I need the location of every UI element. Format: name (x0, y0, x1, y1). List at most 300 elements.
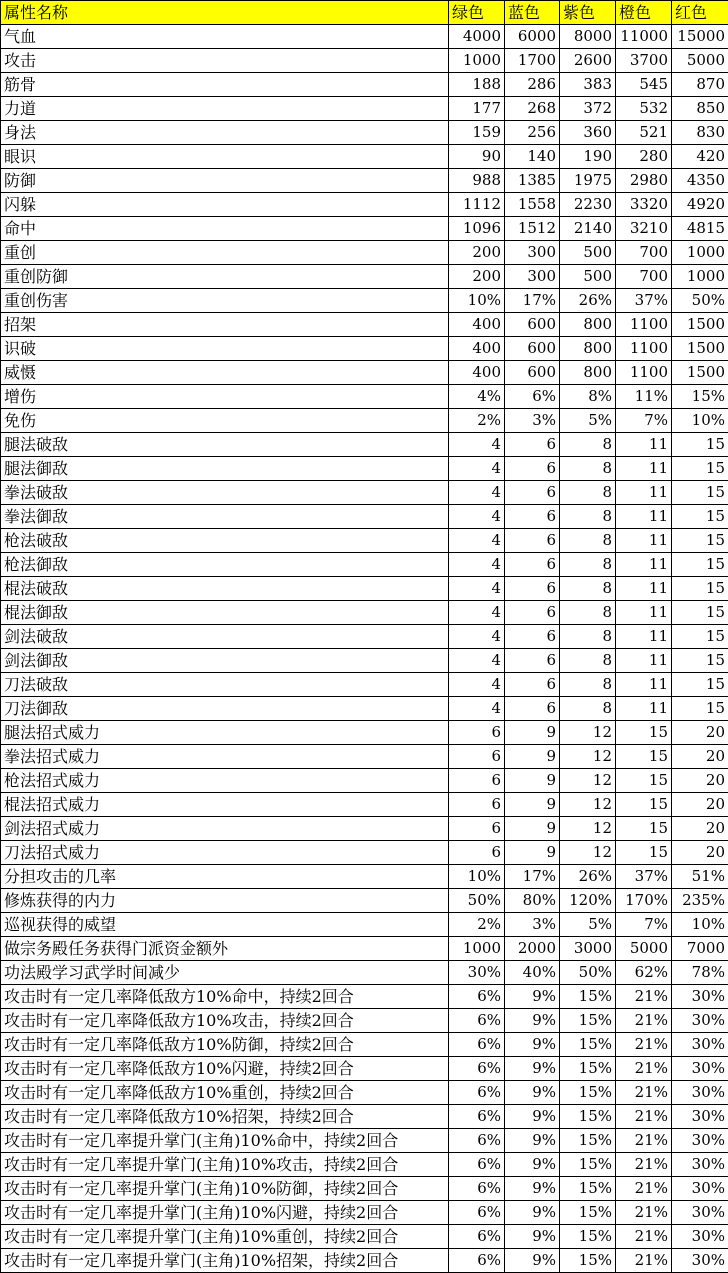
cell-attribute-name[interactable]: 攻击时有一定几率提升掌门(主角)10%防御，持续2回合 (1, 1177, 449, 1201)
cell-orange[interactable]: 11 (616, 433, 672, 457)
cell-attribute-name[interactable]: 重创防御 (1, 265, 449, 289)
cell-blue[interactable]: 3% (505, 409, 560, 433)
cell-green[interactable]: 4 (449, 649, 505, 673)
cell-purple[interactable]: 8 (560, 457, 616, 481)
cell-attribute-name[interactable]: 攻击时有一定几率降低敌方10%攻击，持续2回合 (1, 1009, 449, 1033)
cell-attribute-name[interactable]: 枪法招式威力 (1, 769, 449, 793)
cell-red[interactable]: 870 (672, 73, 728, 97)
cell-green[interactable]: 1112 (449, 193, 505, 217)
cell-purple[interactable]: 15% (560, 1201, 616, 1225)
cell-red[interactable]: 10% (672, 913, 728, 937)
cell-red[interactable]: 850 (672, 97, 728, 121)
cell-orange[interactable]: 3700 (616, 49, 672, 73)
cell-red[interactable]: 20 (672, 817, 728, 841)
cell-attribute-name[interactable]: 攻击时有一定几率降低敌方10%防御，持续2回合 (1, 1033, 449, 1057)
cell-attribute-name[interactable]: 识破 (1, 337, 449, 361)
cell-attribute-name[interactable]: 拳法破敌 (1, 481, 449, 505)
cell-purple[interactable]: 1975 (560, 169, 616, 193)
cell-blue[interactable]: 9% (505, 1225, 560, 1249)
cell-orange[interactable]: 1100 (616, 361, 672, 385)
cell-red[interactable]: 1000 (672, 241, 728, 265)
cell-blue[interactable]: 6 (505, 553, 560, 577)
cell-blue[interactable]: 80% (505, 889, 560, 913)
cell-green[interactable]: 6 (449, 841, 505, 865)
cell-purple[interactable]: 50% (560, 961, 616, 985)
cell-attribute-name[interactable]: 棍法破敌 (1, 577, 449, 601)
cell-attribute-name[interactable]: 腿法破敌 (1, 433, 449, 457)
cell-red[interactable]: 15% (672, 385, 728, 409)
cell-orange[interactable]: 11 (616, 553, 672, 577)
cell-orange[interactable]: 21% (616, 1033, 672, 1057)
cell-purple[interactable]: 12 (560, 721, 616, 745)
cell-green[interactable]: 4 (449, 625, 505, 649)
cell-green[interactable]: 50% (449, 889, 505, 913)
cell-orange[interactable]: 15 (616, 841, 672, 865)
cell-green[interactable]: 6% (449, 1201, 505, 1225)
cell-orange[interactable]: 11 (616, 649, 672, 673)
cell-blue[interactable]: 1385 (505, 169, 560, 193)
cell-orange[interactable]: 3320 (616, 193, 672, 217)
cell-red[interactable]: 20 (672, 721, 728, 745)
cell-orange[interactable]: 37% (616, 865, 672, 889)
cell-green[interactable]: 4 (449, 601, 505, 625)
cell-purple[interactable]: 500 (560, 265, 616, 289)
cell-green[interactable]: 4 (449, 577, 505, 601)
cell-red[interactable]: 10% (672, 409, 728, 433)
cell-purple[interactable]: 8 (560, 553, 616, 577)
cell-red[interactable]: 4350 (672, 169, 728, 193)
cell-blue[interactable]: 286 (505, 73, 560, 97)
cell-orange[interactable]: 21% (616, 1081, 672, 1105)
cell-attribute-name[interactable]: 剑法招式威力 (1, 817, 449, 841)
cell-blue[interactable]: 300 (505, 241, 560, 265)
cell-green[interactable]: 4 (449, 505, 505, 529)
cell-green[interactable]: 30% (449, 961, 505, 985)
cell-blue[interactable]: 9% (505, 1201, 560, 1225)
cell-red[interactable]: 1500 (672, 361, 728, 385)
cell-green[interactable]: 6% (449, 1249, 505, 1273)
cell-orange[interactable]: 11 (616, 457, 672, 481)
cell-attribute-name[interactable]: 攻击时有一定几率降低敌方10%招架，持续2回合 (1, 1105, 449, 1129)
cell-blue[interactable]: 6 (505, 481, 560, 505)
cell-red[interactable]: 30% (672, 1201, 728, 1225)
cell-orange[interactable]: 11 (616, 529, 672, 553)
cell-orange[interactable]: 532 (616, 97, 672, 121)
cell-purple[interactable]: 5% (560, 409, 616, 433)
cell-attribute-name[interactable]: 棍法御敌 (1, 601, 449, 625)
cell-blue[interactable]: 40% (505, 961, 560, 985)
cell-attribute-name[interactable]: 刀法招式威力 (1, 841, 449, 865)
cell-red[interactable]: 30% (672, 1081, 728, 1105)
cell-purple[interactable]: 190 (560, 145, 616, 169)
cell-orange[interactable]: 21% (616, 985, 672, 1009)
cell-red[interactable]: 4920 (672, 193, 728, 217)
cell-orange[interactable]: 15 (616, 769, 672, 793)
cell-purple[interactable]: 8 (560, 697, 616, 721)
cell-orange[interactable]: 21% (616, 1225, 672, 1249)
cell-green[interactable]: 4% (449, 385, 505, 409)
cell-attribute-name[interactable]: 增伤 (1, 385, 449, 409)
cell-attribute-name[interactable]: 拳法招式威力 (1, 745, 449, 769)
cell-blue[interactable]: 6 (505, 673, 560, 697)
cell-purple[interactable]: 15% (560, 985, 616, 1009)
cell-blue[interactable]: 6% (505, 385, 560, 409)
header-cell-purple[interactable]: 紫色 (560, 1, 616, 25)
cell-orange[interactable]: 1100 (616, 337, 672, 361)
cell-blue[interactable]: 9% (505, 1081, 560, 1105)
cell-blue[interactable]: 9% (505, 1009, 560, 1033)
cell-purple[interactable]: 15% (560, 1057, 616, 1081)
cell-blue[interactable]: 6000 (505, 25, 560, 49)
header-cell-red[interactable]: 红色 (672, 1, 728, 25)
cell-red[interactable]: 20 (672, 793, 728, 817)
cell-purple[interactable]: 15% (560, 1105, 616, 1129)
cell-attribute-name[interactable]: 剑法破敌 (1, 625, 449, 649)
cell-blue[interactable]: 9% (505, 1177, 560, 1201)
cell-red[interactable]: 15 (672, 553, 728, 577)
cell-green[interactable]: 6% (449, 1105, 505, 1129)
cell-attribute-name[interactable]: 攻击时有一定几率降低敌方10%命中，持续2回合 (1, 985, 449, 1009)
cell-purple[interactable]: 12 (560, 793, 616, 817)
cell-orange[interactable]: 11 (616, 577, 672, 601)
cell-blue[interactable]: 9 (505, 793, 560, 817)
cell-blue[interactable]: 600 (505, 337, 560, 361)
cell-purple[interactable]: 15% (560, 1033, 616, 1057)
cell-green[interactable]: 6% (449, 1153, 505, 1177)
cell-red[interactable]: 15 (672, 577, 728, 601)
cell-green[interactable]: 188 (449, 73, 505, 97)
cell-red[interactable]: 15 (672, 697, 728, 721)
cell-red[interactable]: 15000 (672, 25, 728, 49)
cell-green[interactable]: 1000 (449, 49, 505, 73)
cell-orange[interactable]: 1100 (616, 313, 672, 337)
cell-purple[interactable]: 500 (560, 241, 616, 265)
cell-orange[interactable]: 62% (616, 961, 672, 985)
cell-purple[interactable]: 8 (560, 433, 616, 457)
cell-red[interactable]: 20 (672, 769, 728, 793)
cell-attribute-name[interactable]: 防御 (1, 169, 449, 193)
cell-orange[interactable]: 15 (616, 793, 672, 817)
cell-orange[interactable]: 21% (616, 1249, 672, 1273)
cell-blue[interactable]: 2000 (505, 937, 560, 961)
cell-green[interactable]: 4 (449, 529, 505, 553)
cell-purple[interactable]: 800 (560, 361, 616, 385)
cell-attribute-name[interactable]: 刀法破敌 (1, 673, 449, 697)
cell-blue[interactable]: 300 (505, 265, 560, 289)
cell-green[interactable]: 400 (449, 361, 505, 385)
cell-purple[interactable]: 12 (560, 841, 616, 865)
cell-green[interactable]: 2% (449, 913, 505, 937)
cell-blue[interactable]: 6 (505, 625, 560, 649)
cell-attribute-name[interactable]: 腿法御敌 (1, 457, 449, 481)
cell-orange[interactable]: 3210 (616, 217, 672, 241)
cell-orange[interactable]: 15 (616, 721, 672, 745)
cell-blue[interactable]: 17% (505, 865, 560, 889)
cell-attribute-name[interactable]: 剑法御敌 (1, 649, 449, 673)
cell-orange[interactable]: 7% (616, 409, 672, 433)
cell-purple[interactable]: 8% (560, 385, 616, 409)
cell-attribute-name[interactable]: 攻击 (1, 49, 449, 73)
cell-attribute-name[interactable]: 棍法招式威力 (1, 793, 449, 817)
cell-attribute-name[interactable]: 攻击时有一定几率降低敌方10%闪避，持续2回合 (1, 1057, 449, 1081)
cell-green[interactable]: 6 (449, 769, 505, 793)
cell-blue[interactable]: 3% (505, 913, 560, 937)
cell-orange[interactable]: 11 (616, 481, 672, 505)
header-cell-blue[interactable]: 蓝色 (505, 1, 560, 25)
cell-red[interactable]: 15 (672, 529, 728, 553)
cell-green[interactable]: 6% (449, 1033, 505, 1057)
cell-red[interactable]: 30% (672, 1033, 728, 1057)
cell-orange[interactable]: 700 (616, 241, 672, 265)
cell-orange[interactable]: 21% (616, 1129, 672, 1153)
cell-orange[interactable]: 11 (616, 505, 672, 529)
cell-blue[interactable]: 9 (505, 769, 560, 793)
cell-attribute-name[interactable]: 刀法御敌 (1, 697, 449, 721)
cell-orange[interactable]: 15 (616, 817, 672, 841)
cell-purple[interactable]: 2140 (560, 217, 616, 241)
cell-purple[interactable]: 26% (560, 289, 616, 313)
cell-attribute-name[interactable]: 免伤 (1, 409, 449, 433)
cell-orange[interactable]: 11 (616, 673, 672, 697)
cell-red[interactable]: 1000 (672, 265, 728, 289)
cell-green[interactable]: 6% (449, 985, 505, 1009)
cell-blue[interactable]: 600 (505, 361, 560, 385)
cell-purple[interactable]: 372 (560, 97, 616, 121)
cell-red[interactable]: 15 (672, 601, 728, 625)
cell-purple[interactable]: 15% (560, 1129, 616, 1153)
cell-red[interactable]: 4815 (672, 217, 728, 241)
cell-red[interactable]: 30% (672, 1153, 728, 1177)
cell-purple[interactable]: 8 (560, 649, 616, 673)
cell-red[interactable]: 51% (672, 865, 728, 889)
cell-green[interactable]: 4 (449, 553, 505, 577)
cell-blue[interactable]: 9% (505, 1249, 560, 1273)
cell-attribute-name[interactable]: 身法 (1, 121, 449, 145)
cell-attribute-name[interactable]: 分担攻击的几率 (1, 865, 449, 889)
cell-orange[interactable]: 11 (616, 697, 672, 721)
cell-red[interactable]: 30% (672, 1225, 728, 1249)
cell-blue[interactable]: 600 (505, 313, 560, 337)
cell-green[interactable]: 6% (449, 1057, 505, 1081)
cell-blue[interactable]: 9% (505, 1129, 560, 1153)
cell-purple[interactable]: 15% (560, 1249, 616, 1273)
cell-green[interactable]: 6 (449, 721, 505, 745)
header-cell-attribute-name[interactable]: 属性名称 (1, 1, 449, 25)
cell-purple[interactable]: 800 (560, 337, 616, 361)
cell-attribute-name[interactable]: 枪法御敌 (1, 553, 449, 577)
cell-red[interactable]: 30% (672, 1177, 728, 1201)
cell-red[interactable]: 235% (672, 889, 728, 913)
cell-blue[interactable]: 256 (505, 121, 560, 145)
cell-red[interactable]: 20 (672, 745, 728, 769)
cell-green[interactable]: 2% (449, 409, 505, 433)
cell-blue[interactable]: 6 (505, 505, 560, 529)
cell-green[interactable]: 6 (449, 793, 505, 817)
cell-blue[interactable]: 6 (505, 433, 560, 457)
cell-blue[interactable]: 6 (505, 697, 560, 721)
cell-blue[interactable]: 1558 (505, 193, 560, 217)
cell-blue[interactable]: 9 (505, 817, 560, 841)
cell-orange[interactable]: 11 (616, 625, 672, 649)
cell-orange[interactable]: 11% (616, 385, 672, 409)
cell-orange[interactable]: 7% (616, 913, 672, 937)
cell-purple[interactable]: 8 (560, 505, 616, 529)
cell-green[interactable]: 4 (449, 433, 505, 457)
cell-red[interactable]: 830 (672, 121, 728, 145)
cell-attribute-name[interactable]: 力道 (1, 97, 449, 121)
cell-green[interactable]: 4 (449, 673, 505, 697)
cell-purple[interactable]: 15% (560, 1177, 616, 1201)
cell-orange[interactable]: 37% (616, 289, 672, 313)
cell-red[interactable]: 30% (672, 1057, 728, 1081)
cell-purple[interactable]: 12 (560, 817, 616, 841)
cell-red[interactable]: 15 (672, 481, 728, 505)
cell-orange[interactable]: 11 (616, 601, 672, 625)
cell-green[interactable]: 10% (449, 289, 505, 313)
cell-attribute-name[interactable]: 眼识 (1, 145, 449, 169)
cell-attribute-name[interactable]: 攻击时有一定几率提升掌门(主角)10%重创，持续2回合 (1, 1225, 449, 1249)
cell-orange[interactable]: 2980 (616, 169, 672, 193)
cell-blue[interactable]: 9% (505, 1153, 560, 1177)
cell-blue[interactable]: 140 (505, 145, 560, 169)
cell-red[interactable]: 30% (672, 1105, 728, 1129)
cell-red[interactable]: 78% (672, 961, 728, 985)
cell-attribute-name[interactable]: 做宗务殿任务获得门派资金额外 (1, 937, 449, 961)
cell-green[interactable]: 90 (449, 145, 505, 169)
cell-green[interactable]: 200 (449, 265, 505, 289)
cell-attribute-name[interactable]: 重创伤害 (1, 289, 449, 313)
cell-blue[interactable]: 9% (505, 1033, 560, 1057)
cell-attribute-name[interactable]: 枪法破敌 (1, 529, 449, 553)
cell-blue[interactable]: 9% (505, 985, 560, 1009)
cell-attribute-name[interactable]: 闪躲 (1, 193, 449, 217)
cell-purple[interactable]: 8 (560, 529, 616, 553)
cell-blue[interactable]: 6 (505, 601, 560, 625)
cell-orange[interactable]: 21% (616, 1153, 672, 1177)
cell-attribute-name[interactable]: 威慑 (1, 361, 449, 385)
cell-blue[interactable]: 9% (505, 1057, 560, 1081)
cell-blue[interactable]: 17% (505, 289, 560, 313)
cell-green[interactable]: 4 (449, 697, 505, 721)
cell-orange[interactable]: 21% (616, 1105, 672, 1129)
cell-orange[interactable]: 21% (616, 1201, 672, 1225)
cell-green[interactable]: 400 (449, 337, 505, 361)
cell-purple[interactable]: 8 (560, 601, 616, 625)
cell-purple[interactable]: 3000 (560, 937, 616, 961)
cell-red[interactable]: 15 (672, 457, 728, 481)
cell-purple[interactable]: 8 (560, 673, 616, 697)
cell-green[interactable]: 6% (449, 1225, 505, 1249)
cell-blue[interactable]: 9 (505, 721, 560, 745)
cell-orange[interactable]: 700 (616, 265, 672, 289)
cell-attribute-name[interactable]: 气血 (1, 25, 449, 49)
cell-orange[interactable]: 11000 (616, 25, 672, 49)
cell-red[interactable]: 7000 (672, 937, 728, 961)
cell-attribute-name[interactable]: 攻击时有一定几率提升掌门(主角)10%闪避，持续2回合 (1, 1201, 449, 1225)
cell-purple[interactable]: 120% (560, 889, 616, 913)
cell-purple[interactable]: 383 (560, 73, 616, 97)
cell-orange[interactable]: 15 (616, 745, 672, 769)
cell-purple[interactable]: 12 (560, 745, 616, 769)
cell-green[interactable]: 4000 (449, 25, 505, 49)
cell-red[interactable]: 15 (672, 625, 728, 649)
cell-green[interactable]: 988 (449, 169, 505, 193)
cell-orange[interactable]: 280 (616, 145, 672, 169)
cell-blue[interactable]: 9% (505, 1105, 560, 1129)
cell-purple[interactable]: 26% (560, 865, 616, 889)
cell-green[interactable]: 6% (449, 1177, 505, 1201)
cell-attribute-name[interactable]: 攻击时有一定几率提升掌门(主角)10%招架，持续2回合 (1, 1249, 449, 1273)
cell-purple[interactable]: 800 (560, 313, 616, 337)
cell-red[interactable]: 50% (672, 289, 728, 313)
cell-attribute-name[interactable]: 巡视获得的威望 (1, 913, 449, 937)
cell-purple[interactable]: 15% (560, 1081, 616, 1105)
cell-green[interactable]: 6% (449, 1129, 505, 1153)
cell-red[interactable]: 15 (672, 433, 728, 457)
cell-blue[interactable]: 6 (505, 649, 560, 673)
cell-purple[interactable]: 2230 (560, 193, 616, 217)
cell-purple[interactable]: 12 (560, 769, 616, 793)
cell-purple[interactable]: 360 (560, 121, 616, 145)
cell-blue[interactable]: 9 (505, 745, 560, 769)
cell-red[interactable]: 30% (672, 1129, 728, 1153)
cell-red[interactable]: 15 (672, 649, 728, 673)
cell-green[interactable]: 6% (449, 1009, 505, 1033)
cell-orange[interactable]: 521 (616, 121, 672, 145)
cell-blue[interactable]: 6 (505, 577, 560, 601)
cell-green[interactable]: 6 (449, 745, 505, 769)
cell-blue[interactable]: 1512 (505, 217, 560, 241)
cell-attribute-name[interactable]: 拳法御敌 (1, 505, 449, 529)
cell-purple[interactable]: 8 (560, 625, 616, 649)
cell-attribute-name[interactable]: 功法殿学习武学时间减少 (1, 961, 449, 985)
cell-attribute-name[interactable]: 筋骨 (1, 73, 449, 97)
cell-green[interactable]: 1000 (449, 937, 505, 961)
cell-purple[interactable]: 15% (560, 1153, 616, 1177)
cell-attribute-name[interactable]: 攻击时有一定几率降低敌方10%重创，持续2回合 (1, 1081, 449, 1105)
cell-purple[interactable]: 5% (560, 913, 616, 937)
cell-green[interactable]: 4 (449, 481, 505, 505)
cell-orange[interactable]: 545 (616, 73, 672, 97)
header-cell-orange[interactable]: 橙色 (616, 1, 672, 25)
cell-red[interactable]: 30% (672, 985, 728, 1009)
cell-green[interactable]: 6 (449, 817, 505, 841)
cell-orange[interactable]: 170% (616, 889, 672, 913)
cell-purple[interactable]: 15% (560, 1225, 616, 1249)
cell-green[interactable]: 400 (449, 313, 505, 337)
cell-blue[interactable]: 1700 (505, 49, 560, 73)
cell-red[interactable]: 15 (672, 673, 728, 697)
cell-purple[interactable]: 8 (560, 577, 616, 601)
cell-red[interactable]: 15 (672, 505, 728, 529)
cell-blue[interactable]: 268 (505, 97, 560, 121)
cell-blue[interactable]: 6 (505, 529, 560, 553)
cell-red[interactable]: 1500 (672, 313, 728, 337)
cell-red[interactable]: 420 (672, 145, 728, 169)
cell-blue[interactable]: 9 (505, 841, 560, 865)
cell-green[interactable]: 177 (449, 97, 505, 121)
cell-attribute-name[interactable]: 攻击时有一定几率提升掌门(主角)10%攻击，持续2回合 (1, 1153, 449, 1177)
cell-attribute-name[interactable]: 命中 (1, 217, 449, 241)
cell-attribute-name[interactable]: 攻击时有一定几率提升掌门(主角)10%命中，持续2回合 (1, 1129, 449, 1153)
cell-green[interactable]: 159 (449, 121, 505, 145)
cell-green[interactable]: 200 (449, 241, 505, 265)
header-cell-green[interactable]: 绿色 (449, 1, 505, 25)
cell-green[interactable]: 10% (449, 865, 505, 889)
cell-green[interactable]: 1096 (449, 217, 505, 241)
cell-orange[interactable]: 21% (616, 1057, 672, 1081)
cell-green[interactable]: 6% (449, 1081, 505, 1105)
